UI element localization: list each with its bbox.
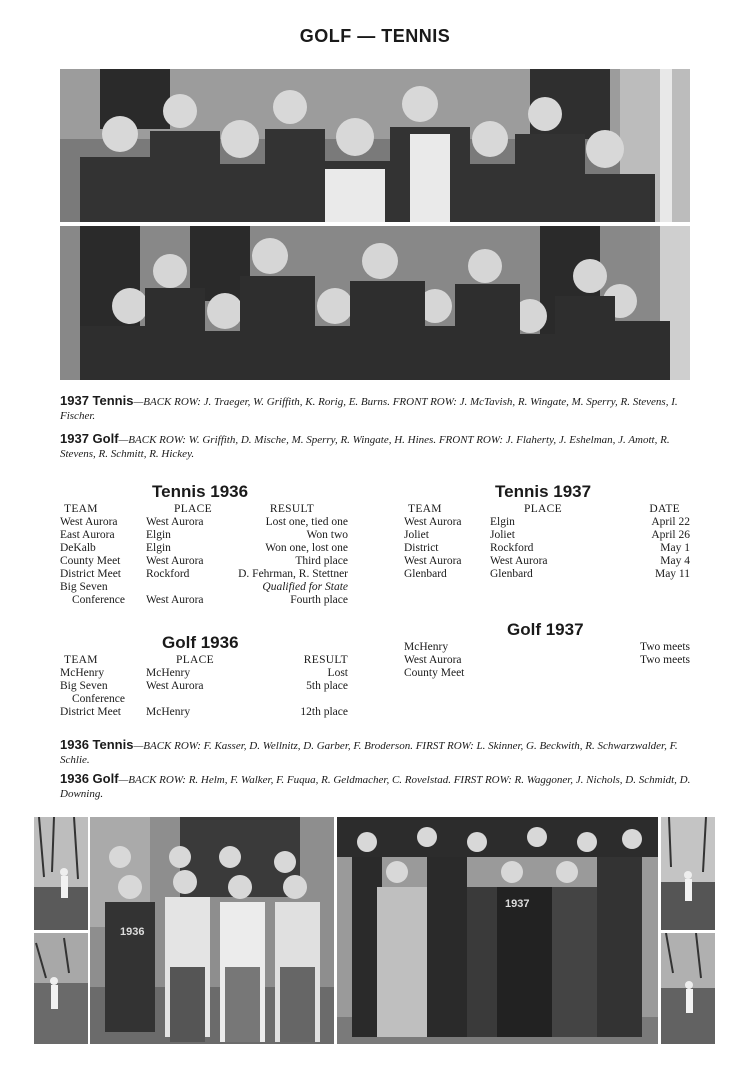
cell-date: May 11 <box>654 568 690 580</box>
column-header: PLACE <box>524 503 562 515</box>
table-row <box>60 516 348 529</box>
photo-1937-tennis-team <box>60 69 690 222</box>
cell-result: Two meets <box>640 641 690 653</box>
table-row <box>404 654 690 667</box>
caption-1936-tennis <box>60 738 692 767</box>
cell-result <box>554 667 690 680</box>
caption-lead: 1936 Tennis <box>60 737 134 752</box>
tennis-1936-title: Tennis 1936 <box>152 482 249 501</box>
cell-place: Elgin <box>146 542 171 554</box>
cell-place: West Aurora <box>146 680 204 692</box>
cell-team: McHenry <box>60 667 105 679</box>
caption-1936-golf <box>60 772 692 801</box>
table-row <box>404 542 690 555</box>
cell-place: Elgin <box>490 516 515 528</box>
golf-1936-title: Golf 1936 <box>162 633 239 652</box>
cell-result: Two meets <box>640 654 690 666</box>
cell-date: May 4 <box>660 555 690 567</box>
table-row <box>60 542 348 555</box>
cell-team: County Meet <box>404 667 465 679</box>
cell-result: Won one, lost one <box>265 542 348 554</box>
table-row <box>60 667 348 680</box>
cell-team: East Aurora <box>60 529 115 541</box>
column-header: RESULT <box>303 654 348 666</box>
cell-place: West Aurora <box>146 516 204 528</box>
cell-result: D. Fehrman, R. Stettner <box>238 568 348 580</box>
photo-tennis-action-1 <box>34 817 88 930</box>
column-header: TEAM <box>64 503 98 515</box>
caption-lead: 1937 Tennis <box>60 393 134 408</box>
column-header: TEAM <box>408 503 442 515</box>
photo-1936-golf-team <box>337 817 658 1044</box>
cell-team: Conference <box>72 594 125 606</box>
cell-result: Lost one, tied one <box>265 516 348 528</box>
table-row <box>60 581 348 594</box>
table-row <box>404 555 690 568</box>
cell-team: West Aurora <box>404 654 462 666</box>
cell-result: 12th place <box>300 706 348 718</box>
table-row <box>60 706 348 719</box>
cell-team: District Meet <box>60 706 121 718</box>
cell-team: District Meet <box>60 568 121 580</box>
cell-place: Joliet <box>490 529 515 541</box>
caption-lead: 1936 Golf <box>60 771 119 786</box>
table-row <box>60 693 348 706</box>
tennis-1936-table <box>60 503 348 607</box>
table-row <box>404 516 690 529</box>
cell-team: Conference <box>72 693 125 705</box>
column-header: DATE <box>649 503 680 515</box>
cell-result: Qualified for State <box>262 581 348 593</box>
table-header-row <box>60 654 348 667</box>
cell-team: County Meet <box>60 555 121 567</box>
cell-team: West Aurora <box>404 555 462 567</box>
caption-1937-tennis <box>60 394 692 423</box>
table-row <box>404 641 690 654</box>
table-header-row <box>60 503 348 516</box>
cell-team: Glenbard <box>404 568 447 580</box>
cell-place <box>146 693 256 706</box>
cell-place: Glenbard <box>490 568 533 580</box>
cell-team: Big Seven <box>60 680 108 692</box>
cell-date: April 26 <box>651 529 690 541</box>
cell-place: Rockford <box>490 542 534 554</box>
cell-place <box>146 581 236 594</box>
cell-result <box>256 693 348 706</box>
golf-1937-title: Golf 1937 <box>507 620 584 639</box>
cell-date: May 1 <box>660 542 690 554</box>
caption-text: —BACK ROW: F. Kasser, D. Wellnitz, D. Garber, F. Broderson. FIRST ROW: L. Skinner, G. Beckwith, R. Schwarzwalder, F. Schlie. <box>60 740 678 766</box>
cell-team: West Aurora <box>404 516 462 528</box>
caption-text: —BACK ROW: W. Griffith, D. Mische, M. Sperry, R. Wingate, H. Hines. FRONT ROW: J. Flaherty, J. Eshelman, J. Amott, R. Stevens, R. Schmitt, R. Hickey. <box>60 434 670 460</box>
cell-team: Big Seven <box>60 581 108 593</box>
jersey-year-text: 1937 <box>505 898 530 910</box>
cell-result: Lost <box>327 667 348 679</box>
cell-place: West Aurora <box>146 594 204 606</box>
column-header: RESULT <box>269 503 315 515</box>
cell-team: District <box>404 542 439 554</box>
cell-result: 5th place <box>306 680 348 692</box>
column-header: TEAM <box>64 654 98 666</box>
photo-tennis-action-2 <box>34 933 88 1044</box>
cell-place: West Aurora <box>490 555 548 567</box>
table-row <box>404 529 690 542</box>
table-header-row <box>404 503 690 516</box>
cell-result: Won two <box>306 529 348 541</box>
caption-1937-golf <box>60 432 692 461</box>
tennis-1937-table <box>404 503 690 581</box>
caption-lead: 1937 Golf <box>60 431 119 446</box>
golf-1936-table <box>60 654 348 719</box>
caption-text: —BACK ROW: J. Traeger, W. Griffith, K. Rorig, E. Burns. FRONT ROW: J. McTavish, R. Wingate, M. Sperry, R. Stevens, I. Fischer. <box>60 396 678 422</box>
table-row <box>404 667 690 680</box>
tennis-1937-title: Tennis 1937 <box>495 482 592 501</box>
table-row <box>404 568 690 581</box>
cell-place: Elgin <box>146 529 171 541</box>
photo-tennis-action-4 <box>661 933 715 1044</box>
cell-team: Joliet <box>404 529 429 541</box>
cell-place: McHenry <box>146 706 191 718</box>
photo-1937-golf-team <box>60 226 690 380</box>
table-row <box>60 555 348 568</box>
jersey-year-text: 1936 <box>120 926 145 938</box>
cell-date: April 22 <box>651 516 690 528</box>
photo-1936-tennis-team <box>90 817 334 1044</box>
cell-place: West Aurora <box>146 555 204 567</box>
cell-result: Fourth place <box>290 594 348 606</box>
table-row <box>60 680 348 693</box>
table-row <box>60 594 348 607</box>
cell-place: Rockford <box>146 568 190 580</box>
cell-team: McHenry <box>404 641 449 653</box>
cell-place: McHenry <box>146 667 191 679</box>
page-title: GOLF — TENNIS <box>299 26 451 46</box>
cell-team: West Aurora <box>60 516 118 528</box>
golf-1937-table <box>404 641 690 680</box>
column-header: PLACE <box>176 654 214 666</box>
photo-tennis-action-3 <box>661 817 715 930</box>
table-row <box>60 529 348 542</box>
cell-result: Third place <box>295 555 348 567</box>
cell-team: DeKalb <box>60 542 96 554</box>
table-row <box>60 568 348 581</box>
column-header: PLACE <box>174 503 212 515</box>
caption-text: —BACK ROW: R. Helm, F. Walker, F. Fuqua, R. Geldmacher, C. Rovelstad. FIRST ROW: R. Waggoner, J. Nichols, D. Schmidt, D. Downing. <box>60 774 691 800</box>
